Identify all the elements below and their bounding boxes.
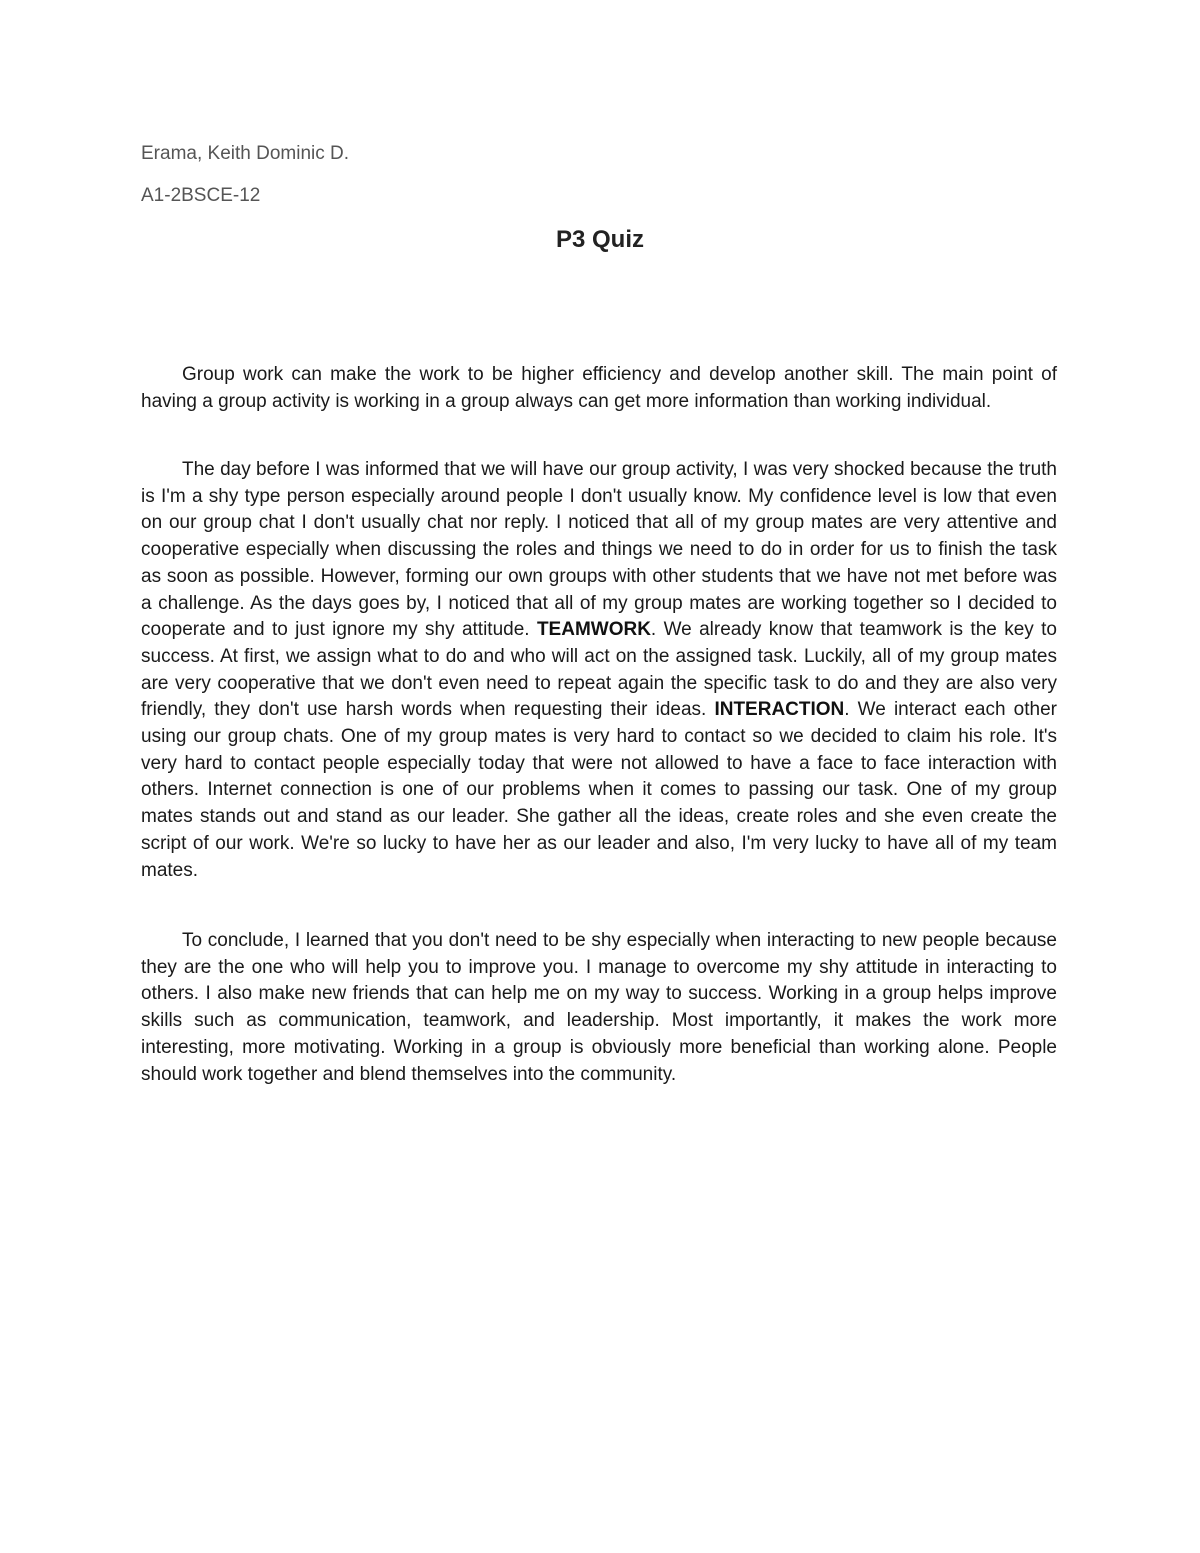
body-paragraph-3-container (141, 928, 1057, 1088)
document-title: P3 Quiz (555, 226, 645, 253)
keyword-teamwork: TEAMWORK (536, 619, 651, 641)
keyword-interaction: INTERACTION (714, 699, 845, 721)
paragraph-2-text-part-2: . We already know that teamwork is the key to success. At first, we assign what to do and who will act on the assigned task. Luckily, all of my group mates are very cooperative that we don't even need to repeat again the specific task to do and they are also very friendly, they don't use harsh words when requesting their ideas. (141, 619, 1057, 721)
body-paragraph-3: To conclude, I learned that you don't need to be shy especially when interacting to new people because they are the one who will help you to improve you. I manage to overcome my shy attitude in interacting to others. I also make new friends that can help me on my way to success. Working in a group helps improve skills such as communication, teamwork, and leadership. Most importantly, it makes the work more interesting, more motivating. Working in a group is obviously more beneficial than working alone. People should work together and blend themselves into the community. (141, 930, 1057, 1085)
section-code: A1-2BSCE-12 (141, 185, 261, 206)
author-name: Erama, Keith Dominic D. (141, 143, 350, 164)
paragraph-2-text-part-1: The day before I was informed that we will have our group activity, I was very shocked because the truth is I'm a shy type person especially around people I don't usually know. My confidence level is low that even on our group chat I don't usually chat nor reply. I noticed that all of my group mates are very attentive and cooperative especially when discussing the roles and things we need to do in order for us to finish the task as soon as possible. However, forming our own groups with other students that we have not met before was a challenge. As the days goes by, I noticed that all of my group mates are working together so I decided to cooperate and to just ignore my shy attitude. (141, 459, 1057, 641)
paragraph-2-text-part-3: . We interact each other using our group chats. One of my group mates is very hard to contact so we decided to claim his role. It's very hard to contact people especially today that were not allowed to have a face to face interaction with others. Internet connection is one of our problems when it comes to passing our task. One of my group mates stands out and stand as our leader. She gather all the ideas, create roles and she even create the script of our work. We're so lucky to have her as our leader and also, I'm very lucky to have all of my team mates. (141, 699, 1057, 881)
body-paragraph-2 (141, 457, 1057, 884)
body-paragraph-1: Group work can make the work to be higher efficiency and develop another skill. The main point of having a group activity is working in a group always can get more information than working individual. (141, 364, 1057, 412)
body-paragraph-2-container (141, 457, 1057, 884)
body-paragraph-1-container (141, 362, 1057, 415)
